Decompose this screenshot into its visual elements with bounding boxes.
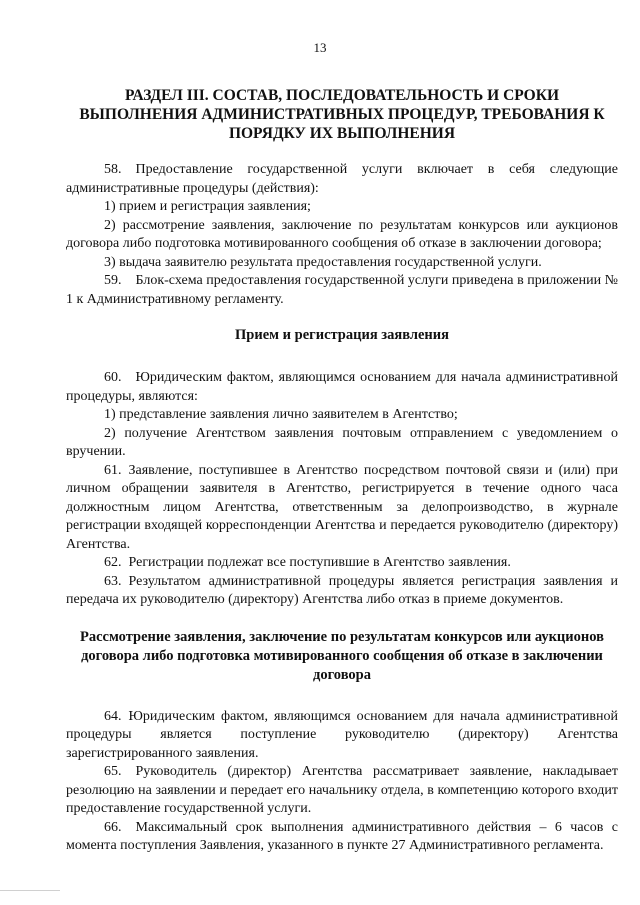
list-item-60-2: 2) получение Агентством заявления почтовым отправлением с уведомлением о вручении. [66, 425, 618, 459]
paragraph-58: 58. Предоставление государственной услуги включает в себя следующие административные процедуры (действия): [66, 162, 618, 196]
spacer [66, 610, 618, 628]
section-title: РАЗДЕЛ III. СОСТАВ, ПОСЛЕДОВАТЕЛЬНОСТЬ И СРОКИ ВЫПОЛНЕНИЯ АДМИНИСТРАТИВНЫХ ПРОЦЕДУР, ТРЕБОВАНИЯ К ПОРЯДКУ ИХ ВЫПОЛНЕНИЯ [79, 87, 605, 142]
subheading-reception: Прием и регистрация заявления [235, 327, 449, 343]
list-item-58-3: 3) выдача заявителю результата предоставления государственной услуги. [104, 254, 542, 270]
spacer [66, 309, 618, 326]
list-item-58-2: 2) рассмотрение заявления, заключение по результатам конкурсов или аукционов договора либо подготовка мотивированного сообщения об отказе в заключении договора; [66, 217, 618, 251]
document-body [66, 161, 618, 856]
list-item-58-1: 1) прием и регистрация заявления; [104, 199, 311, 214]
paragraph-64: 64. Юридическим фактом, являющимся основанием для начала административной процедуры является поступление руководителю (директору) Агентства зарегистрированного заявления. [66, 708, 618, 761]
list-item-60-1: 1) представление заявления лично заявителем в Агентство; [104, 407, 458, 422]
spacer [66, 685, 618, 708]
scan-artifact-line [0, 890, 60, 891]
paragraph-65: 65. Руководитель (директор) Агентства рассматривает заявление, накладывает резолюцию на заявлении и передает его начальнику отдела, в компетенцию которого входит предоставление государственной услуги. [66, 764, 618, 816]
page-number: 13 [313, 40, 327, 55]
paragraph-60: 60. Юридическим фактом, являющимся основанием для начала административной процедуры, являются: [66, 370, 618, 404]
paragraph-63: 63. Результатом административной процедуры является регистрация заявления и передача их руководителю (директору) Агентства либо отказ в приеме документов. [66, 573, 618, 607]
paragraph-62: 62. Регистрации подлежат все поступившие в Агентство заявления. [104, 555, 511, 570]
paragraph-59: 59. Блок-схема предоставления государственной услуги приведена в приложении № 1 к Административному регламенту. [66, 273, 618, 307]
spacer [66, 345, 618, 369]
paragraph-61: 61. Заявление, поступившее в Агентство посредством почтовой связи и (или) при личном обращении заявителя в Агентство, регистрируется в течение одного часа должностным лицом Агентства, ответственным за делопроизводство, в журнале регистрации входящей корреспонденции Агентства и передается руководителю (директору) Агентства. [66, 462, 618, 552]
subheading-review: Рассмотрение заявления, заключение по результатам конкурсов или аукционов договора либо подготовка мотивированного сообщения об отказе в заключении договора [80, 628, 604, 683]
paragraph-66: 66. Максимальный срок выполнения административного действия – 6 часов с момента поступления Заявления, указанного в пункте 27 Административного регламента. [66, 819, 618, 853]
